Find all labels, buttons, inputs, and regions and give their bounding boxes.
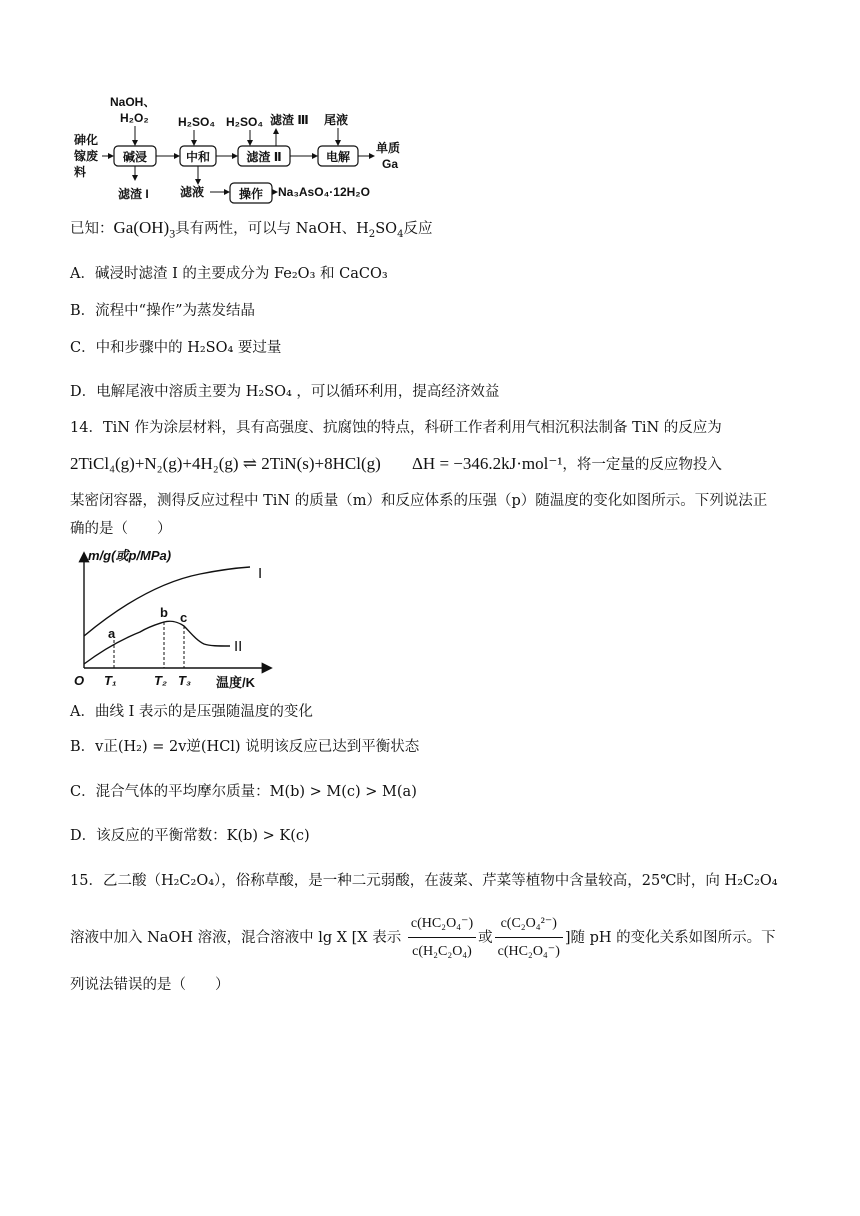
reagent-h2o2-label: H₂O₂ (120, 111, 149, 125)
point-b-label: b (160, 605, 168, 620)
step-neutralize-label: 中和 (185, 150, 211, 164)
step-operation-label: 操作 (238, 187, 264, 201)
t1-label: T₁ (104, 673, 117, 688)
product-ga-label-1: 单质 (376, 141, 401, 155)
fraction-2: $\frac{\text{c(C₂O₄²⁻)}}{\text{c(HC₂O₄⁻)}}$ (495, 912, 563, 964)
q14-stem-line-2: 2TiCl₄(g)+N₂(g)+4H₂(g) ⇌ 2TiN(s)+8HCl(g) ΔH = −346.2kJ·mol⁻¹，将一定量的反应物投入 (70, 454, 722, 473)
q14-stem-line-3: 某密闭容器，测得反应过程中 TiN 的质量（m）和反应体系的压强（p）随温度的变化如图所示。下列说法正 (70, 493, 768, 509)
q14-option-d[interactable]: D．该反应的平衡常数：K(b) > K(c) (70, 828, 310, 844)
x-axis-label: 温度/K (216, 675, 256, 690)
fraction-1: $\frac{\text{c(HC₂O₄⁻)}}{\text{c(H₂C₂O₄)}}$ (408, 912, 476, 964)
q15-stem-line-3: 列说法错误的是（ ） (70, 977, 230, 993)
point-c-label: c (180, 610, 188, 625)
tail-liquid-label: 尾液 (324, 113, 349, 127)
q13-option-c[interactable]: C．中和步骤中的 H₂SO₄ 要过量 (70, 340, 282, 356)
product-na3aso4-label: Na₃AsO₄·12H₂O (278, 185, 370, 199)
origin-label: O (74, 673, 85, 688)
residue-1-label: 滤渣 I (118, 187, 149, 201)
q14-equation: 2TiCl₄(g)+N₂(g)+4H₂(g) ⇌ 2TiN(s)+8HCl(g) (70, 454, 381, 473)
q15-stem-line-2: 溶液中加入 NaOH 溶液，混合溶液中 lg X [X 表示 $\frac{\text{c(HC₂O₄⁻)}}{\text{c(H₂C₂O₄)}}$ 或 $\frac{\text{c(C₂O₄²⁻)}}{\text{c(HC₂O₄⁻)}}$ ]随 pH 的变化关系如图所示。下 (70, 912, 776, 964)
q13-option-b[interactable]: B．流程中“操作”为蒸发结晶 (70, 303, 255, 319)
raw-material-label-2: 镓废 (74, 149, 99, 163)
known-statement: 已知：$Ga(OH)_3$具有两性，可以与 NaOH、$H_2SO_4$反应 (70, 218, 433, 241)
q14-stem-line-1: 14．TiN 作为涂层材料，具有高强度、抗腐蚀的特点，科研工作者利用气相沉积法制备 TiN 的反应为 (70, 420, 722, 436)
t2-label: T₂ (154, 673, 167, 688)
point-a-label: a (108, 626, 116, 641)
residue-3-label: 滤渣 Ⅲ (270, 113, 309, 127)
q14-delta-h: ΔH = −346.2kJ·mol⁻¹ (411, 454, 563, 473)
q13-option-a[interactable]: A．碱浸时滤渣 I 的主要成分为 Fe₂O₃ 和 CaCO₃ (70, 266, 388, 282)
q15-stem-line-1: 15．乙二酸（H₂C₂O₄），俗称草酸，是一种二元弱酸，在菠菜、芹菜等植物中含量较高，25℃时，向 H₂C₂O₄ (70, 873, 778, 889)
process-flow-diagram (70, 92, 430, 204)
q14-option-b[interactable]: B．v正(H₂) = 2v逆(HCl) 说明该反应已达到平衡状态 (70, 739, 420, 755)
q14-graph (70, 540, 300, 700)
reagent-naoh-label: NaOH、 (110, 95, 156, 109)
step-alkali-leach-label: 碱浸 (122, 150, 148, 164)
curve-ii-label: II (234, 638, 243, 655)
y-axis-label: m/g(或p/MPa) (88, 548, 172, 563)
reagent-h2so4-1-label: H₂SO₄ (178, 115, 216, 129)
t3-label: T₃ (178, 673, 191, 688)
q14-stem-line-4: 确的是（ ） (70, 521, 172, 537)
product-ga-label-2: Ga (382, 157, 399, 171)
curve-i-label: I (258, 565, 263, 582)
step-residue-2-label: 滤渣 Ⅱ (246, 150, 282, 164)
curve-ii (84, 621, 230, 664)
q14-option-a[interactable]: A．曲线 I 表示的是压强随温度的变化 (70, 704, 313, 720)
reagent-h2so4-2-label: H₂SO₄ (226, 115, 264, 129)
q14-option-c[interactable]: C．混合气体的平均摩尔质量：M(b) > M(c) > M(a) (70, 784, 417, 800)
raw-material-label-3: 料 (74, 165, 87, 179)
step-electrolysis-label: 电解 (325, 150, 351, 164)
filtrate-label: 滤液 (180, 185, 205, 199)
raw-material-label-1: 砷化 (74, 133, 99, 147)
q13-option-d[interactable]: D．电解尾液中溶质主要为 H₂SO₄ ，可以循环利用，提高经济效益 (70, 384, 500, 400)
